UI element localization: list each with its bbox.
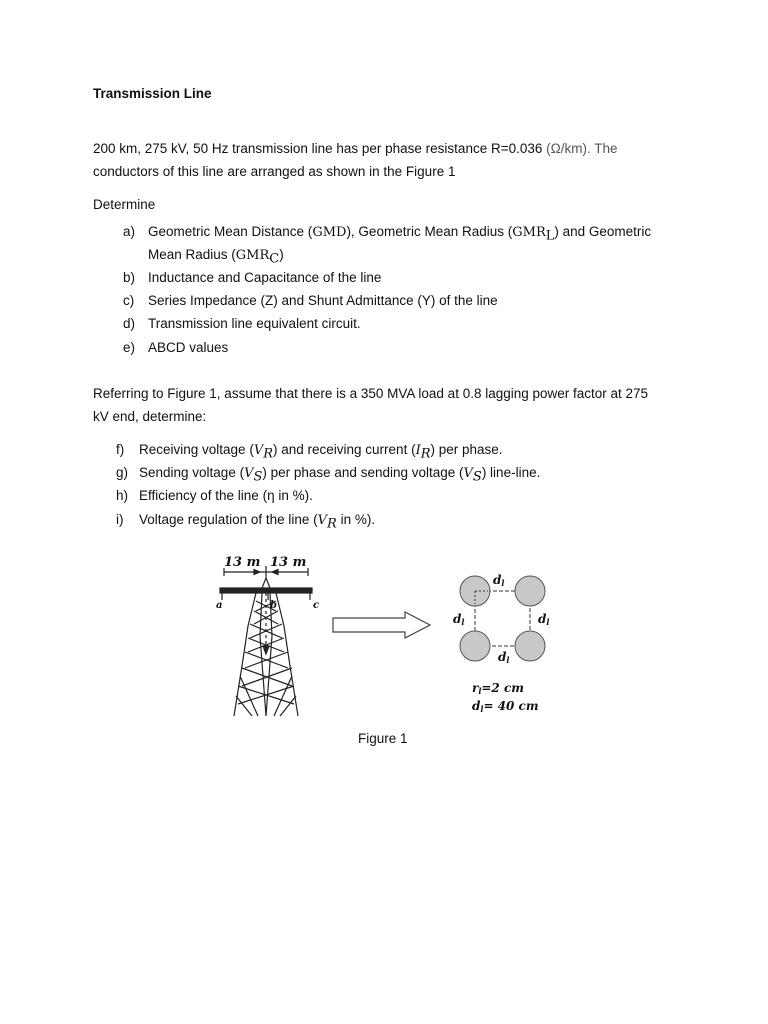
referring-line2: kV end, determine: [93,409,207,424]
list-label: h) [116,488,129,503]
spacing-label-bottom: dl [498,650,510,665]
list-text: Transmission line equivalent circuit. [148,316,361,331]
list-label: f) [116,442,125,457]
list-text: Efficiency of the line (η in %). [139,488,313,503]
list-label: b) [123,270,136,285]
figure-1 [210,546,560,726]
phase-label-b: b [270,600,277,611]
figure-caption: Figure 1 [358,731,408,746]
list-label: a) [123,224,136,239]
radius-spec: rl=2 cm [472,681,524,696]
list-text: Receiving voltage $(V_R)$ and receiving current $(I_R)$ per phase. [139,442,503,462]
list-text: ABCD values [148,340,229,355]
page-title: Transmission Line [93,86,212,101]
list-text: Voltage regulation of the line ($V_R$ in %). [139,512,376,532]
phase-label-a: a [216,600,223,611]
spacing-label-top: dl [493,573,505,588]
spacing-spec: dl= 40 cm [472,699,539,714]
right-arrow-icon [333,612,430,638]
intro-unit: (Ω/km). The [546,141,618,156]
referring-paragraph [93,382,675,428]
list-text: Inductance and Capacitance of the line [148,270,382,285]
list-label: g) [116,465,129,480]
phase-label-c: c [313,600,320,611]
referring-line1: Referring to Figure 1, assume that there is a 350 MVA load at 0.8 lagging power factor at 275 [93,386,649,401]
list-text: Series Impedance (Z) and Shunt Admittance (Y) of the line [148,293,498,308]
list-text: Geometric Mean Distance (GMD), Geometric Mean Radius $(GMR_L)$ and Geometric [148,224,652,244]
list-label: i) [116,512,124,527]
list-text: Sending voltage $(V_S)$ per phase and sending voltage $(V_S)$ line-line. [139,465,541,485]
spacing-label-right: dl [538,612,550,627]
list-text-continued: Mean Radius $(GMR_C)$ [148,247,284,267]
intro-paragraph [93,137,675,183]
spacing-label-left: dl [453,612,465,627]
determine-heading: Determine [93,197,156,212]
transmission-tower-drawing [220,566,312,716]
dimension-label-left: 13 m [224,555,261,570]
list-label: e) [123,340,136,355]
list-label: d) [123,316,136,331]
dimension-label-right: 13 m [270,555,307,570]
intro-text: 200 km, 275 kV, 50 Hz transmission line has per phase resistance R=0.036 [93,141,543,156]
intro-text-line2: conductors of this line are arranged as shown in the Figure 1 [93,164,456,179]
list-label: c) [123,293,135,308]
bundle-conductor-diagram [460,576,545,661]
